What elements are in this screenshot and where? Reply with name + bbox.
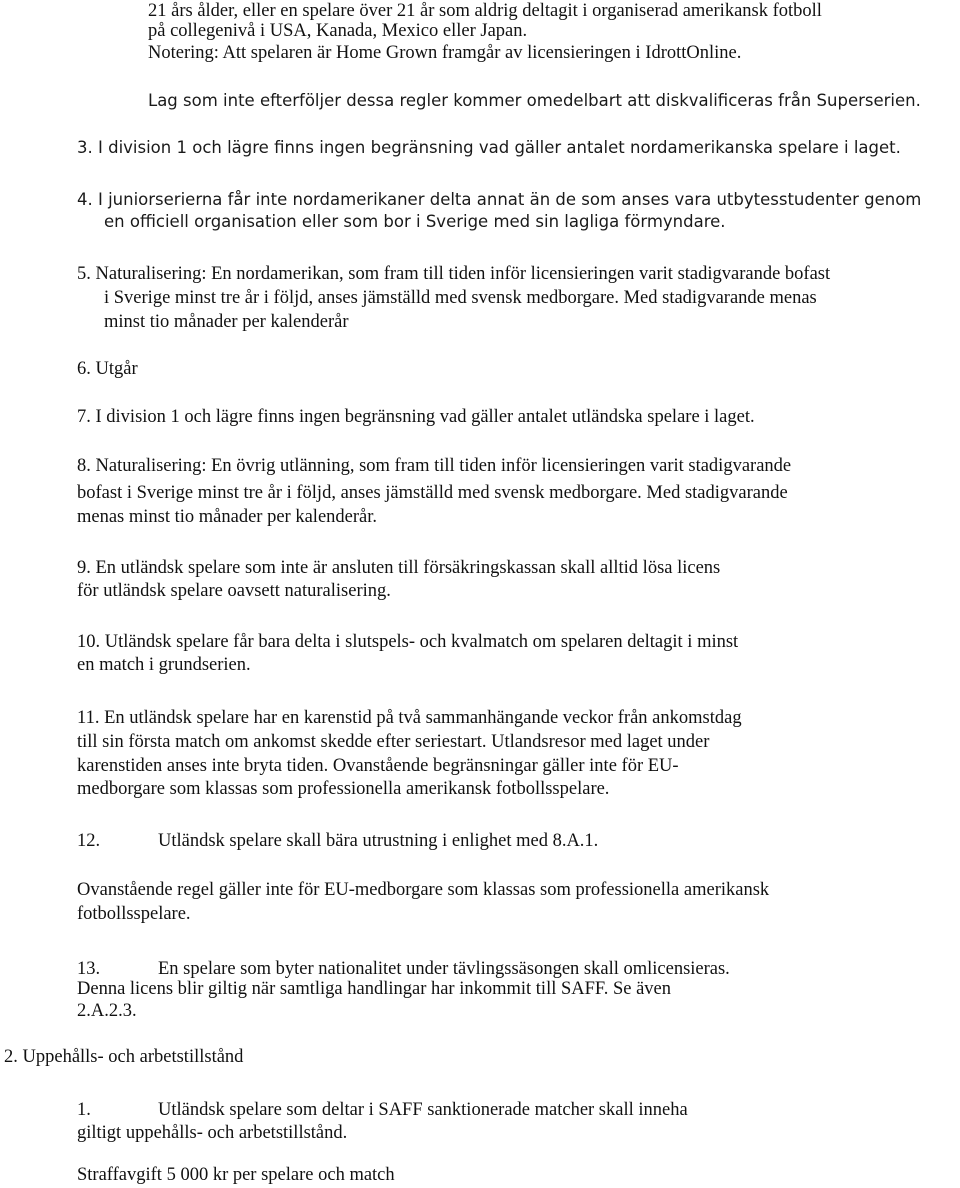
fee-line: Straffavgift 5 000 kr per spelare och match — [77, 1165, 395, 1185]
rule-4-line: 4. I juniorserierna får inte nordamerikaner delta annat än de som anses vara utbytesstudenter genom — [77, 190, 922, 209]
rule-9-line: för utländsk spelare oavsett naturalisering. — [77, 581, 391, 601]
rule-13-line: 2.A.2.3. — [77, 1001, 137, 1021]
section-2-rule-1-number: 1. — [77, 1100, 91, 1120]
rule-8-line: menas minst tio månader per kalenderår. — [77, 507, 378, 527]
rule-13-line: Denna licens blir giltig när samtliga handlingar har inkommit till SAFF. Se även — [77, 979, 672, 999]
section-2-rule-1-text: Utländsk spelare som deltar i SAFF sanktionerade matcher skall inneha — [158, 1100, 688, 1120]
rule-3: 3. I division 1 och lägre finns ingen begränsning vad gäller antalet nordamerikanska spelare i laget. — [77, 138, 901, 157]
rule-7: 7. I division 1 och lägre finns ingen begränsning vad gäller antalet utländska spelare i laget. — [77, 407, 755, 427]
intro-line: på collegenivå i USA, Kanada, Mexico eller Japan. — [148, 21, 528, 41]
rule-12-text: Utländsk spelare skall bära utrustning i enlighet med 8.A.1. — [158, 831, 599, 851]
rule-12-note-line: fotbollsspelare. — [77, 904, 191, 924]
rule-11-line: till sin första match om ankomst skedde efter seriestart. Utlandsresor med laget under — [77, 732, 710, 752]
rule-11-line: 11. En utländsk spelare har en karenstid på två sammanhängande veckor från ankomstdag — [77, 708, 742, 728]
rule-4-line: en officiell organisation eller som bor i Sverige med sin lagliga förmyndare. — [104, 212, 726, 231]
rule-13-number: 13. — [77, 959, 101, 979]
rule-8-line: bofast i Sverige minst tre år i följd, anses jämställd med svensk medborgare. Med stadigvarande — [77, 483, 788, 503]
rule-13-text: En spelare som byter nationalitet under tävlingssäsongen skall omlicensieras. — [158, 959, 730, 979]
rule-8-line: 8. Naturalisering: En övrig utlänning, som fram till tiden inför licensieringen varit stadigvarande — [77, 456, 792, 476]
section-2-heading: 2. Uppehålls- och arbetstillstånd — [4, 1047, 244, 1067]
rule-9-line: 9. En utländsk spelare som inte är ansluten till försäkringskassan skall alltid lösa licens — [77, 558, 721, 578]
rule-5-line: i Sverige minst tre år i följd, anses jämställd med svensk medborgare. Med stadigvarande menas — [104, 288, 817, 308]
rule-5-line: 5. Naturalisering: En nordamerikan, som fram till tiden inför licensieringen varit stadigvarande bofast — [77, 264, 831, 284]
section-2-rule-1-line2: giltigt uppehålls- och arbetstillstånd. — [77, 1123, 348, 1143]
intro-line: Notering: Att spelaren är Home Grown framgår av licensieringen i IdrottOnline. — [148, 43, 742, 63]
disqualify-line: Lag som inte efterföljer dessa regler kommer omedelbart att diskvalificeras från Superserien. — [148, 91, 921, 110]
rule-11-line: medborgare som klassas som professionella amerikansk fotbollsspelare. — [77, 779, 610, 799]
rule-6: 6. Utgår — [77, 359, 138, 379]
intro-line: 21 års ålder, eller en spelare över 21 år som aldrig deltagit i organiserad amerikansk fotboll — [148, 1, 822, 21]
rule-12-number: 12. — [77, 831, 101, 851]
rule-5-line: minst tio månader per kalenderår — [104, 312, 349, 332]
rule-10-line: en match i grundserien. — [77, 655, 251, 675]
rule-11-line: karenstiden anses inte bryta tiden. Ovanstående begränsningar gäller inte för EU- — [77, 756, 679, 776]
rule-12-note-line: Ovanstående regel gäller inte för EU-medborgare som klassas som professionella amerikansk — [77, 880, 770, 900]
rule-10-line: 10. Utländsk spelare får bara delta i slutspels- och kvalmatch om spelaren deltagit i minst — [77, 632, 739, 652]
